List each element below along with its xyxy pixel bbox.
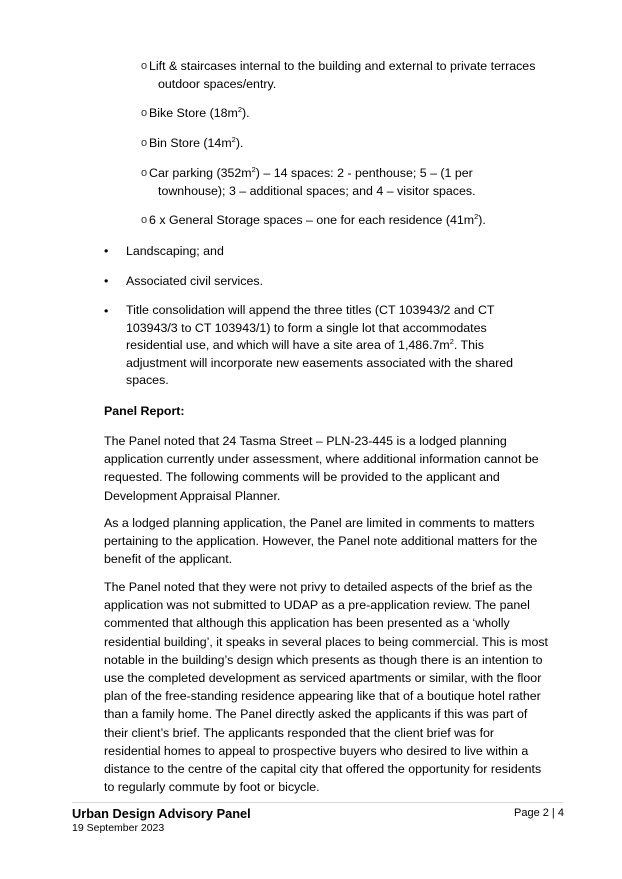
sub-bullet-marker: o [141,137,148,149]
bullet-civil-services [104,272,544,290]
page-number: Page 2 | 4 [514,807,564,819]
sub-item-bike-store: o Bike Store $(18m^2)$. [141,104,250,120]
bullet-title-consolidation [104,302,552,390]
footer-divider [72,802,563,803]
footer-title: Urban Design Advisory Panel [72,806,251,821]
bullet-marker: • [104,304,109,318]
sub-bullet-marker: o [141,60,148,72]
bullet-landscaping [104,242,544,260]
sub-item-bin-store: o Bin Store $(14m^2)$. [141,134,244,150]
sub-item-general-storage: o 6 x General Storage spaces – one for each residence $(41m^2)$. [141,211,486,227]
sub-bullet-marker: o [141,167,148,179]
footer-date: 19 September 2023 [72,822,165,834]
sub-item-lift [141,57,561,93]
bullet-marker: • [104,274,109,288]
paragraph-lodged-application: The Panel noted that 24 Tasma Street – PLN-23-445 is a lodged planning application currently under assessment, where additional information cannot be requested. The following comments will be provided to the applicant and Development Appraisal Planner. [104,434,539,503]
sub-bullet-marker: o [141,214,148,226]
paragraph-brief-review: The Panel noted that they were not privy to detailed aspects of the brief as the application was not submitted to UDAP as a pre-application review. The panel commented that although this application has been presented as a ‘wholly residential building’, it speaks in several places to being commercial. This is most notable in the building’s design which presents as though there is an intention to use the completed development as serviced apartments or similar, with the floor plan of the free-standing residence appearing like that of a boutique hotel rather than a family home. The Panel directly asked the applicants if this was part of their client’s brief. The applicants responded that the client brief was for residential homes to appeal to prospective buyers who desired to live within a distance to the centre of the capital city that offered the opportunity for residents to regularly commute by foot or bicycle. [104,580,548,795]
bullet-text: Landscaping; and [126,244,224,258]
bullet-text: Title consolidation will append the three titles (CT 103943/2 and CT 103943/3 to CT 103943/1) to form a single lot that accommodates residential use, and which will have a site area of $1,486.7m^2$. This adjustment will incorporate new easements associated with the shared spaces. [126,303,514,388]
sub-item-text: Lift & staircases internal to the building and external to private terraces [149,59,536,73]
sub-item-text-cont: townhouse); 3 – additional spaces; and 4 – visitor spaces. [158,184,476,198]
sub-item-car-parking: o Car parking $(352m^2) - 14$ spaces: 2 - penthouse; 5 – (1 per townhouse); 3 – additional spaces; and 4 – visitor spaces. [141,164,561,200]
paragraph-limited-comments: As a lodged planning application, the Panel are limited in comments to matters pertaining to the application. However, the Panel note additional matters for the benefit of the applicant. [104,516,538,567]
section-heading-panel-report: Panel Report: [104,404,185,418]
bullet-text: Associated civil services. [126,274,264,288]
sub-bullet-marker: o [141,107,148,119]
bullet-marker: • [104,244,109,258]
sub-item-text-cont: outdoor spaces/entry. [158,77,277,91]
